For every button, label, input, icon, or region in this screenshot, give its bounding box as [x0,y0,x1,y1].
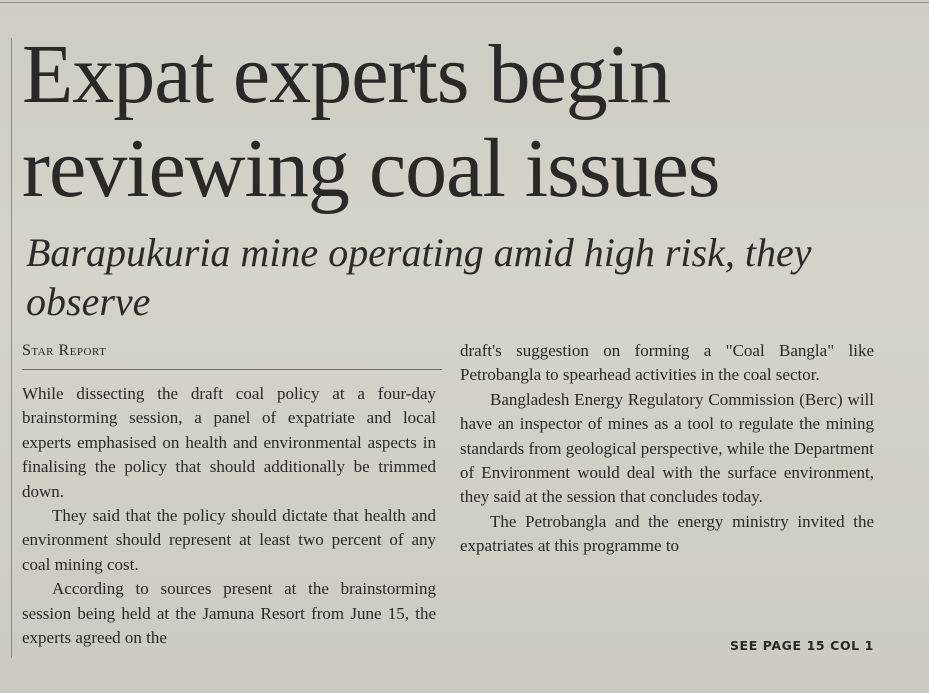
paragraph: The Petrobangla and the energy ministry invited the expatriates at this programme to [460,511,874,556]
column-rule [11,38,12,658]
headline: Expat experts begin reviewing coal issues [22,28,720,215]
paragraph: While dissecting the draft coal policy at a four-day brainstorming session, a panel of expatriate and local experts emphasised on health and environmental aspects in finalising the policy that should additionally be trimmed down. [22,384,436,501]
article-column-1 [22,382,436,650]
paragraph: draft's suggestion on forming a "Coal Bangla" like Petrobangla to spearhead activities in the coal sector. [460,341,874,385]
paragraph: According to sources present at the brainstorming session being held at the Jamuna Resort from June 15, the experts agreed on the [22,579,436,648]
top-rule [0,2,929,3]
byline-rule [22,369,442,370]
byline: Star Report [22,342,107,359]
article-column-2 [460,339,874,559]
paragraph: Bangladesh Energy Regulatory Commission (Berc) will have an inspector of mines as a tool to regulate the mining standards from geological perspective, while the Department of Environment would deal with the surface environment, they said at the session that concludes today. [460,389,874,507]
paragraph: They said that the policy should dictate that health and environment should represent at least two percent of any coal mining cost. [22,506,436,574]
continuation-note: SEE PAGE 15 COL 1 [729,638,874,653]
subheadline: Barapukuria mine operating amid high risk, they observe [26,230,812,324]
